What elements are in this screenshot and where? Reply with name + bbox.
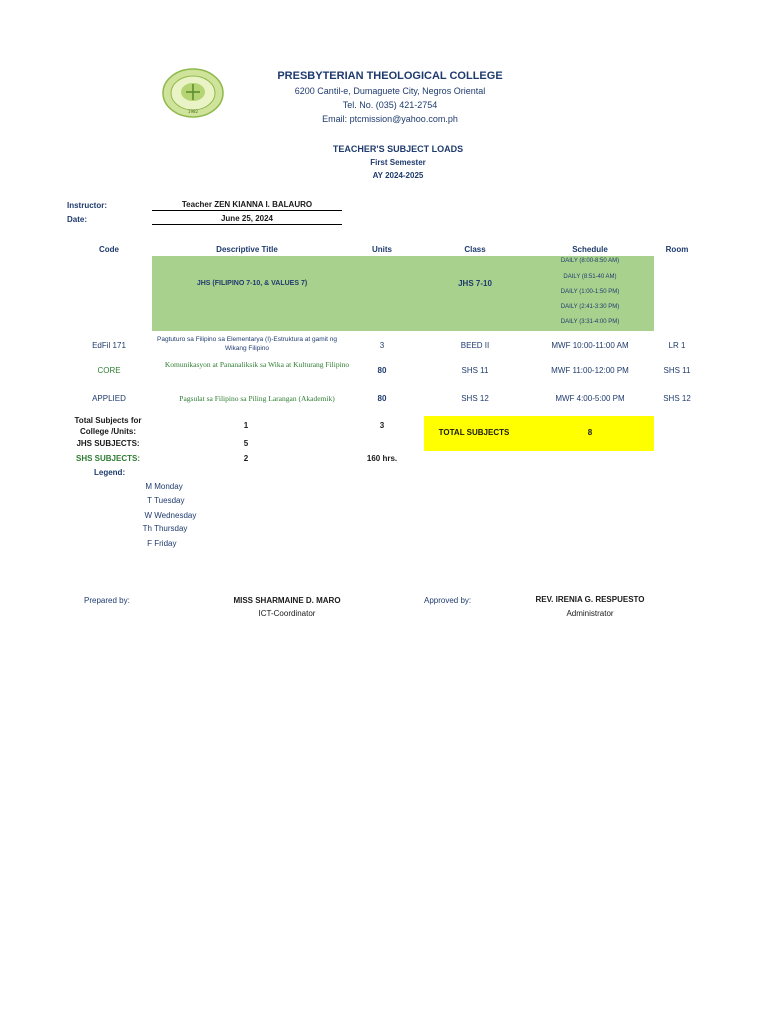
col-header-units: Units [372,245,392,254]
row2-units: 80 [377,366,387,375]
legend-item-thursday [140,524,210,533]
legend-abbr: T [147,496,152,505]
legend-item-friday [140,539,210,548]
prepared-by-label: Prepared by: [84,596,130,605]
row1-schedule: MWF 10:00-11:00 AM [551,341,629,350]
col-header-code: Code [99,245,119,254]
jhs-subjects-label: JHS SUBJECTS: [76,439,140,448]
legend-abbr: Th [142,524,152,533]
row1-title: Pagtuturo sa Filipino sa Elementarya (I)-Estruktura at gamit ng Wikang Filipino [157,336,337,352]
approved-by-role: Administrator [566,609,614,618]
approved-by-label: Approved by: [424,596,472,605]
col-header-schedule: Schedule [572,245,608,254]
jhs-subjects-value: 5 [243,439,249,448]
row3-room: SHS 12 [663,394,691,403]
row1-class: BEED II [460,341,490,350]
college-total-label: Total Subjects for College /Units: [74,416,142,436]
seal-year: 1982 [187,109,199,114]
legend-day: Friday [154,539,177,548]
jhs-schedule-2: DAILY (8:51-40 AM) [563,274,617,280]
prepared-by-role: ICT-Coordinator [258,609,316,618]
row2-title: Komunikasyon at Pananaliksik sa Wika at Kulturang Filipino [164,360,350,369]
shs-subjects-label: SHS SUBJECTS: [75,454,140,463]
col-header-title: Descriptive Title [216,245,278,254]
row2-class: SHS 11 [461,366,489,375]
legend-label: Legend: [94,468,126,477]
row3-title: Pagsulat sa Filipino sa Piling Larangan (Akademik) [179,394,335,403]
date-label: Date: [67,215,88,224]
total-subjects-label: TOTAL SUBJECTS [438,428,510,437]
legend-abbr: F [147,539,152,548]
academic-year: AY 2024-2025 [372,171,424,180]
shs-hours: 160 hrs. [366,454,398,463]
legend-day: Monday [154,482,183,491]
row2-room: SHS 11 [663,366,691,375]
row1-room: LR 1 [668,341,686,350]
row1-code: EdFil 171 [92,341,126,350]
row3-class: SHS 12 [461,394,489,403]
semester-label: First Semester [370,158,426,167]
row1-units: 3 [379,341,385,350]
total-subjects-value: 8 [587,428,593,437]
college-total-subjects: 1 [243,421,249,430]
college-tel: Tel. No. (035) 421-2754 [342,100,438,110]
document-title: TEACHER'S SUBJECT LOADS [332,144,464,154]
row2-schedule: MWF 11:00-12:00 PM [551,366,629,375]
jhs-schedule-3: DAILY (1:00-1:50 PM) [560,289,620,295]
college-total-units: 3 [379,421,385,430]
instructor-name: Teacher ZEN KIANNA I. BALAURO [152,200,342,211]
college-name: PRESBYTERIAN THEOLOGICAL COLLEGE [277,70,503,82]
col-header-room: Room [665,245,689,254]
shs-subjects-value: 2 [243,454,249,463]
date-value: June 25, 2024 [152,214,342,225]
college-address: 6200 Cantil-e, Dumaguete City, Negros Oriental [294,86,486,96]
col-header-class: Class [464,245,486,254]
legend-item-monday [140,482,210,491]
legend-abbr: W [144,511,152,520]
row3-code: APPLIED [92,394,126,403]
legend-item-wednesday [140,511,210,520]
row3-schedule: MWF 4:00-5:00 PM [555,394,625,403]
jhs-schedule-1: DAILY (8:00-8:50 AM) [560,258,620,264]
legend-day: Tuesday [154,496,185,505]
row3-units: 80 [377,394,387,403]
instructor-label: Instructor: [67,201,107,210]
row2-code: CORE [97,366,121,375]
legend-day: Thursday [154,524,188,533]
approved-by-name: REV. IRENIA G. RESPUESTO [535,595,645,604]
legend-day: Wednesday [154,511,197,520]
college-seal-logo [162,68,224,118]
jhs-schedule-4: DAILY (2:41-3:30 PM) [560,304,620,310]
jhs-title: JHS (FILIPINO 7-10, & VALUES 7) [196,280,308,287]
legend-item-tuesday [140,496,210,505]
legend-abbr: M [145,482,152,491]
prepared-by-name: MISS SHARMAINE D. MARO [233,596,341,605]
college-email: Email: ptcmission@yahoo.com.ph [322,114,458,124]
jhs-class: JHS 7-10 [458,279,492,288]
jhs-schedule-5: DAILY (3:31-4:00 PM) [560,319,620,325]
